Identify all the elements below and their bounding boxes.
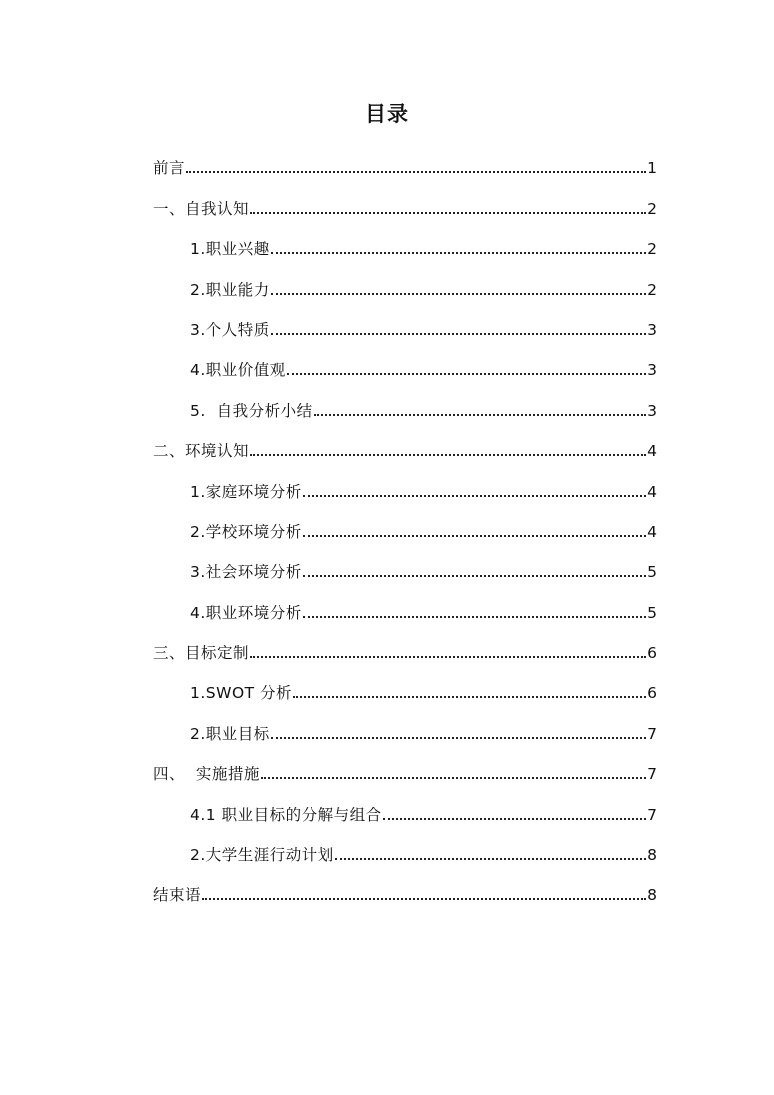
toc-title: 目录	[365, 102, 409, 126]
toc-entry-page: 7	[647, 805, 657, 824]
toc-entry-page: 4	[647, 442, 657, 461]
toc-leader-dots	[250, 655, 646, 658]
toc-entry-label: 二、环境认知	[153, 442, 250, 461]
toc-leader-dots	[271, 292, 646, 295]
toc-entry-label: 三、目标定制	[153, 644, 250, 663]
toc-entry-label: 5. 自我分析小结	[190, 401, 313, 420]
toc-entry-conclusion[interactable]	[153, 867, 657, 907]
toc-entry-page: 3	[647, 320, 657, 339]
toc-entry-goal-setting[interactable]	[153, 625, 657, 665]
toc-entry-page: 4	[647, 482, 657, 501]
toc-leader-dots	[271, 332, 646, 335]
toc-leader-dots	[293, 695, 646, 698]
toc-entry-swot-analysis[interactable]	[153, 665, 657, 705]
toc-entry-school-environment[interactable]	[153, 504, 657, 544]
toc-entry-page: 7	[647, 724, 657, 743]
toc-entry-page: 6	[647, 684, 657, 703]
toc-entry-label: 4.职业价值观	[190, 361, 286, 380]
toc-entry-career-ability[interactable]	[153, 261, 657, 301]
toc-entry-page: 8	[647, 846, 657, 865]
toc-leader-dots	[335, 857, 646, 860]
toc-entry-personal-traits[interactable]	[153, 302, 657, 342]
table-of-contents	[153, 140, 657, 907]
toc-entry-label: 4.1 职业目标的分解与组合	[190, 805, 382, 824]
toc-leader-dots	[303, 615, 646, 618]
toc-entry-label: 1.家庭环境分析	[190, 482, 302, 501]
toc-entry-page: 5	[647, 603, 657, 622]
toc-entry-page: 2	[647, 280, 657, 299]
toc-leader-dots	[271, 736, 646, 739]
toc-entry-page: 2	[647, 240, 657, 259]
toc-entry-page: 5	[647, 563, 657, 582]
toc-entry-action-plan[interactable]	[153, 827, 657, 867]
toc-entry-label: 2.职业能力	[190, 280, 270, 299]
toc-entry-label: 1.职业兴趣	[190, 240, 270, 259]
toc-entry-label: 2.大学生涯行动计划	[190, 846, 334, 865]
toc-entry-page: 3	[647, 401, 657, 420]
toc-entry-label: 前言	[153, 159, 186, 178]
toc-leader-dots	[314, 413, 646, 416]
toc-entry-career-goal[interactable]	[153, 705, 657, 745]
toc-entry-career-values[interactable]	[153, 342, 657, 382]
toc-entry-career-interest[interactable]	[153, 221, 657, 261]
toc-entry-environment-awareness[interactable]	[153, 423, 657, 463]
toc-leader-dots	[186, 170, 646, 173]
toc-leader-dots	[303, 494, 646, 497]
toc-entry-implementation[interactable]	[153, 746, 657, 786]
toc-entry-page: 6	[647, 644, 657, 663]
toc-entry-page: 3	[647, 361, 657, 380]
toc-leader-dots	[303, 534, 646, 537]
toc-entry-label: 四、 实施措施	[153, 765, 260, 784]
toc-entry-label: 1.SWOT 分析	[190, 684, 293, 703]
toc-leader-dots	[287, 372, 646, 375]
toc-entry-label: 3.个人特质	[190, 320, 270, 339]
toc-entry-label: 4.职业环境分析	[190, 603, 302, 622]
toc-leader-dots	[383, 817, 647, 820]
toc-entry-preface[interactable]	[153, 140, 657, 180]
toc-leader-dots	[250, 453, 646, 456]
toc-entry-page: 7	[647, 765, 657, 784]
toc-leader-dots	[303, 574, 646, 577]
toc-entry-self-awareness[interactable]	[153, 180, 657, 220]
toc-leader-dots	[250, 211, 646, 214]
toc-entry-label: 3.社会环境分析	[190, 563, 302, 582]
toc-entry-page: 2	[647, 199, 657, 218]
toc-leader-dots	[261, 776, 646, 779]
toc-entry-page: 8	[647, 886, 657, 905]
toc-leader-dots	[202, 897, 646, 900]
toc-entry-career-environment[interactable]	[153, 584, 657, 624]
toc-entry-label: 2.学校环境分析	[190, 522, 302, 541]
toc-entry-page: 1	[647, 159, 657, 178]
toc-entry-label: 2.职业目标	[190, 724, 270, 743]
toc-leader-dots	[271, 251, 646, 254]
toc-entry-label: 一、自我认知	[153, 199, 250, 218]
toc-entry-page: 4	[647, 522, 657, 541]
toc-entry-goal-decomposition[interactable]	[153, 786, 657, 826]
toc-entry-label: 结束语	[153, 886, 202, 905]
toc-entry-family-environment[interactable]	[153, 463, 657, 503]
toc-entry-social-environment[interactable]	[153, 544, 657, 584]
toc-entry-self-analysis-summary[interactable]	[153, 382, 657, 422]
